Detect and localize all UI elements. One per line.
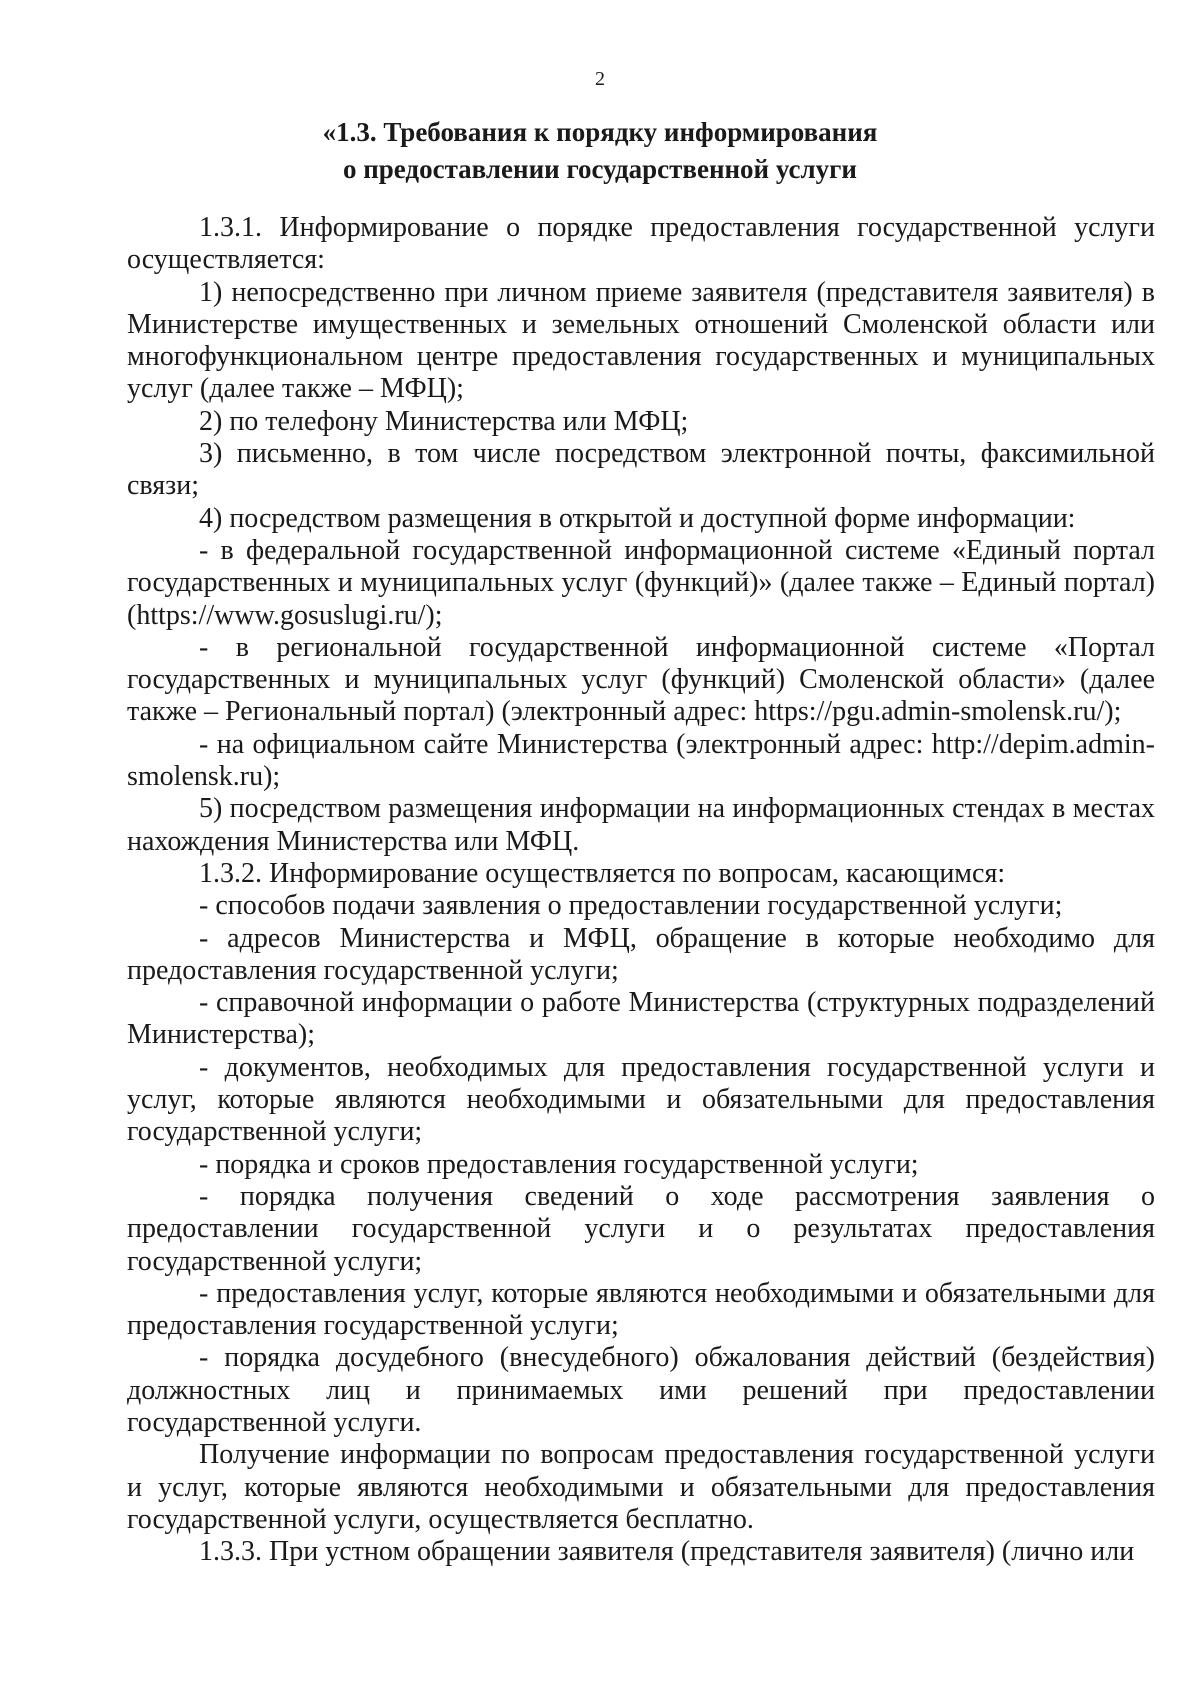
paragraph: Получение информации по вопросам предоставления государственной услуги и услуг, которые являются необходимыми и обязательными для предоставления государственной услуги, осуществляется бесплатно. — [127, 1439, 1155, 1535]
paragraph: - в федеральной государственной информационной системе «Единый портал государственных и муниципальных услуг (функций)» (далее также – Единый портал) (https://www.gosuslugi.ru/); — [127, 534, 1155, 631]
paragraph: 2) по телефону Министерства или МФЦ; — [199, 405, 689, 437]
paragraph: - порядка получения сведений о ходе рассмотрения заявления о предоставлении государственной услуги и о результатах предоставления государственной услуги; — [127, 1180, 1155, 1277]
paragraph: 1.3.1. Информирование о порядке предоставления государственной услуги осуществляется: — [127, 212, 1155, 276]
paragraph: - предоставления услуг, которые являются необходимыми и обязательными для предоставления государственной услуги; — [127, 1277, 1155, 1342]
paragraph: - справочной информации о работе Министерства (структурных подразделений Министерства); — [127, 987, 1155, 1051]
paragraph: 1.3.3. При устном обращении заявителя (представителя заявителя) (лично или — [199, 1536, 1135, 1568]
document-body — [127, 212, 1155, 1568]
paragraph: - в региональной государственной информационной системе «Портал государственных и муниципальных услуг (функций) Смоленской области» (далее также – Региональный портал) (электронный адрес: https://pgu.admin-smolensk.ru/); — [127, 631, 1155, 728]
paragraph: 4) посредством размещения в открытой и доступной форме информации: — [199, 502, 1076, 534]
page-number: 2 — [595, 68, 605, 90]
paragraph: 3) письменно, в том числе посредством электронной почты, факсимильной связи; — [127, 438, 1155, 502]
section-heading — [120, 114, 1080, 188]
paragraph: - документов, необходимых для предоставления государственной услуги и услуг, которые являются необходимыми и обязательными для предоставления государственной услуги; — [127, 1051, 1155, 1148]
section-heading-line-1: «1.3. Требования к порядку информирования — [322, 117, 878, 147]
paragraph: - на официальном сайте Министерства (электронный адрес: http://depim.admin-smolensk.ru); — [127, 728, 1155, 793]
paragraph: - адресов Министерства и МФЦ, обращение в которые необходимо для предоставления государственной услуги; — [127, 922, 1155, 986]
paragraph: - порядка и сроков предоставления государственной услуги; — [199, 1148, 919, 1180]
paragraph: - порядка досудебного (внесудебного) обжалования действий (бездействия) должностных лиц и принимаемых ими решений при предоставлении государственной услуги. — [127, 1342, 1155, 1438]
paragraph: 1.3.2. Информирование осуществляется по вопросам, касающимся: — [199, 857, 1006, 889]
paragraph: 1) непосредственно при личном приеме заявителя (представителя заявителя) в Министерстве имущественных и земельных отношений Смоленской области или многофункциональном центре предоставления государственных и муниципальных услуг (далее также – МФЦ); — [127, 276, 1155, 405]
section-heading-line-2: о предоставлении государственной услуги — [342, 154, 857, 184]
paragraph: 5) посредством размещения информации на информационных стендах в местах нахождения Министерства или МФЦ. — [127, 793, 1155, 857]
paragraph: - способов подачи заявления о предоставлении государственной услуги; — [199, 890, 1063, 922]
